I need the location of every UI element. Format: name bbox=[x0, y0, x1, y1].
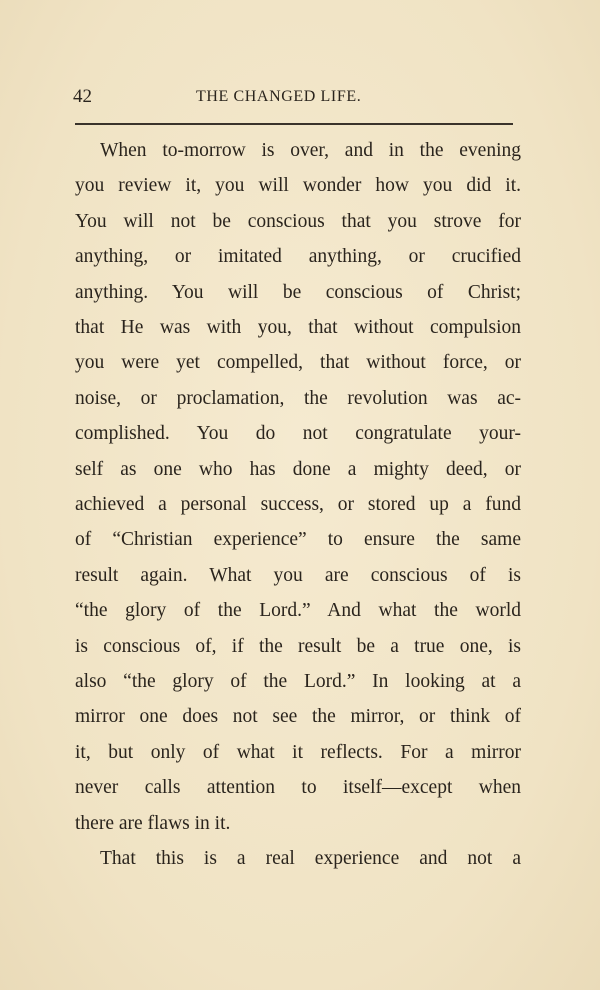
text-line: achieved a personal success, or stored up a fund bbox=[75, 494, 521, 515]
text-line: also “the glory of the Lord.” In looking at a bbox=[75, 671, 521, 692]
text-line: that He was with you, that without compulsion bbox=[75, 317, 521, 338]
text-line: of “Christian experience” to ensure the same bbox=[75, 529, 521, 551]
text-line: never calls attention to itself—except when bbox=[75, 777, 521, 799]
header-rule bbox=[75, 123, 513, 125]
text-line: is conscious of, if the result be a true one, is bbox=[75, 635, 521, 657]
text-line: it, but only of what it reflects. For a mirror bbox=[75, 741, 521, 763]
text-line: complished. You do not congratulate your- bbox=[75, 423, 521, 445]
text-line: “the glory of the Lord.” And what the world bbox=[75, 600, 521, 622]
text-line: That this is a real experience and not a bbox=[100, 848, 521, 869]
text-line: anything, or imitated anything, or crucified bbox=[75, 246, 521, 268]
text-line: When to-morrow is over, and in the evening bbox=[100, 140, 521, 161]
text-line: mirror one does not see the mirror, or think of bbox=[75, 706, 521, 728]
text-line: you were yet compelled, that without force, or bbox=[75, 352, 521, 374]
text-line: result again. What you are conscious of is bbox=[75, 564, 521, 586]
running-title: THE CHANGED LIFE. bbox=[196, 88, 362, 105]
text-line: You will not be conscious that you strove for bbox=[75, 210, 521, 232]
text-line: you review it, you will wonder how you did it. bbox=[75, 175, 521, 197]
text-line: self as one who has done a mighty deed, or bbox=[75, 458, 521, 480]
text-line: anything. You will be conscious of Christ; bbox=[75, 281, 521, 303]
text-line: there are flaws in it. bbox=[75, 812, 231, 834]
text-line: noise, or proclamation, the revolution was ac- bbox=[75, 387, 521, 409]
page-number: 42 bbox=[73, 86, 92, 107]
